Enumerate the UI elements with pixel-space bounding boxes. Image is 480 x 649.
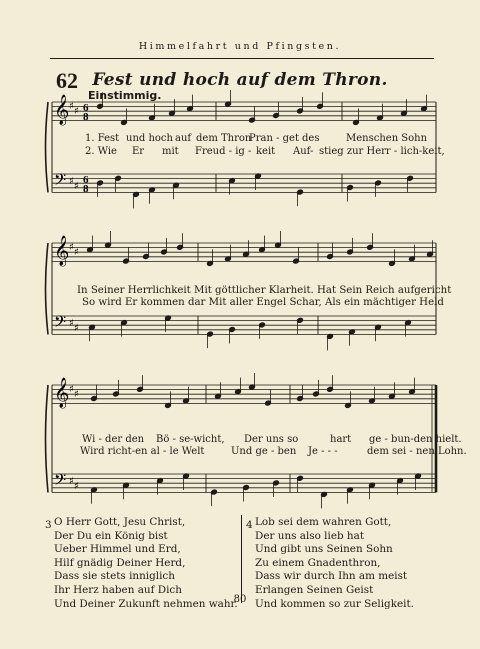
bass-clef: 𝄢 <box>54 471 67 493</box>
verse-line: Ihr Herz haben auf Dich <box>54 583 182 596</box>
sharp-sign: ♯ <box>69 176 74 187</box>
lyric-syllable: auf <box>175 133 192 144</box>
running-header: Himmelfahrt und Pfingsten. <box>138 41 342 52</box>
sharp-sign: ♯ <box>74 247 79 258</box>
treble-clef: 𝄞 <box>54 236 70 266</box>
lyric-syllable: Und ge - ben <box>231 446 297 457</box>
verse-line: Und Deiner Zukunft nehmen wahr. <box>54 597 238 610</box>
system-brace <box>46 385 49 492</box>
verse-line: Zu einem Gnadenthron, <box>255 556 381 569</box>
lyric-syllable: und hoch <box>126 133 173 144</box>
time-signature-top: 6 <box>83 102 89 114</box>
lyric-syllable: hart <box>330 434 352 445</box>
sharp-sign: ♯ <box>69 242 74 253</box>
system2-lyrics-verse1: In Seiner Herrlichkeit Mit göttlicher Klarheit. Hat Sein Reich aufgericht <box>77 285 452 296</box>
lyric-syllable: Freud - ig - <box>195 146 252 157</box>
verse-3-number: 3 <box>45 519 52 531</box>
lyric-syllable: Er <box>132 146 145 157</box>
lyric-syllable: keit <box>256 146 276 157</box>
system-braces <box>46 102 49 492</box>
bass-clef: 𝄢 <box>54 313 67 335</box>
sharp-sign: ♯ <box>74 181 79 192</box>
page-number: 80 <box>233 594 247 605</box>
treble-clef: 𝄞 <box>54 95 70 125</box>
verse-line: O Herr Gott, Jesu Christ, <box>54 516 186 528</box>
bass-clef: 𝄢 <box>54 171 67 193</box>
lyric-syllable: 1. Fest <box>85 133 120 144</box>
sharp-sign: ♯ <box>69 384 74 395</box>
time-signature-top: 6 <box>83 174 89 186</box>
lyric-syllable: Menschen Sohn <box>346 133 428 144</box>
lyric-syllable: dem Thron <box>196 133 252 144</box>
time-signature-bottom: 8 <box>83 183 89 195</box>
verse-line: Dass wir durch Ihn am meist <box>255 570 408 583</box>
verse-line: Und gibt uns Seinen Sohn <box>255 543 393 556</box>
verse-line: Und kommen so zur Seligkeit. <box>255 597 414 610</box>
lyric-syllable: Pran - get <box>249 133 299 144</box>
sharp-sign: ♯ <box>74 481 79 492</box>
lyric-syllable: Je - - - <box>308 446 338 457</box>
lyric-syllable: Wi - der den <box>82 434 145 445</box>
lyric-syllable: ge - bun-den hielt. <box>369 434 462 445</box>
sharp-sign: ♯ <box>74 323 79 334</box>
sharp-sign: ♯ <box>69 101 74 112</box>
verse-line: Der uns also lieb hat <box>255 529 364 542</box>
lyric-syllable: mit <box>162 146 179 157</box>
treble-clef: 𝄞 <box>54 378 70 408</box>
system-brace <box>46 243 49 334</box>
verse-line: Lob sei dem wahren Gott, <box>255 516 392 528</box>
verse-divider <box>241 515 242 603</box>
lyric-syllable: Wird richt-en al - le Welt <box>80 446 205 457</box>
hymn-title: Fest und hoch auf dem Thron. <box>92 70 388 90</box>
hymn-number: 62 <box>56 68 78 93</box>
verse-line: Hilf gnädig Deiner Herd, <box>54 556 186 569</box>
sharp-sign: ♯ <box>74 389 79 400</box>
sharp-sign: ♯ <box>74 106 79 117</box>
clefs <box>54 94 79 493</box>
verse-line: Erlangen Seinen Geist <box>255 583 374 596</box>
lyric-syllable: dem sei - nen Lohn. <box>367 446 467 457</box>
tempo-marking: Einstimmig. <box>88 89 162 102</box>
verse-line: Der Du ein König bist <box>54 529 168 542</box>
lyric-syllable: 2. Wie <box>85 146 117 157</box>
sharp-sign: ♯ <box>69 476 74 487</box>
system2-lyrics-verse2: So wird Er kommen dar Mit aller Engel Schar, Als ein mächtiger Held <box>82 297 444 308</box>
lyric-syllable: Bö - se-wicht, <box>156 434 225 445</box>
verse-4-number: 4 <box>246 519 253 531</box>
verse-line: Dass sie stets inniglich <box>54 570 175 583</box>
lyric-syllable: des <box>302 133 320 144</box>
verse-line: Ueber Himmel und Erd, <box>54 543 181 556</box>
sharp-sign: ♯ <box>69 318 74 329</box>
lyric-syllable: Der uns so <box>244 434 299 445</box>
system-brace <box>46 102 49 192</box>
lyric-syllable: stieg zur Herr - lich-keit, <box>319 146 445 157</box>
lyric-syllable: Auf- <box>293 146 314 157</box>
time-signature-bottom: 8 <box>83 111 89 123</box>
